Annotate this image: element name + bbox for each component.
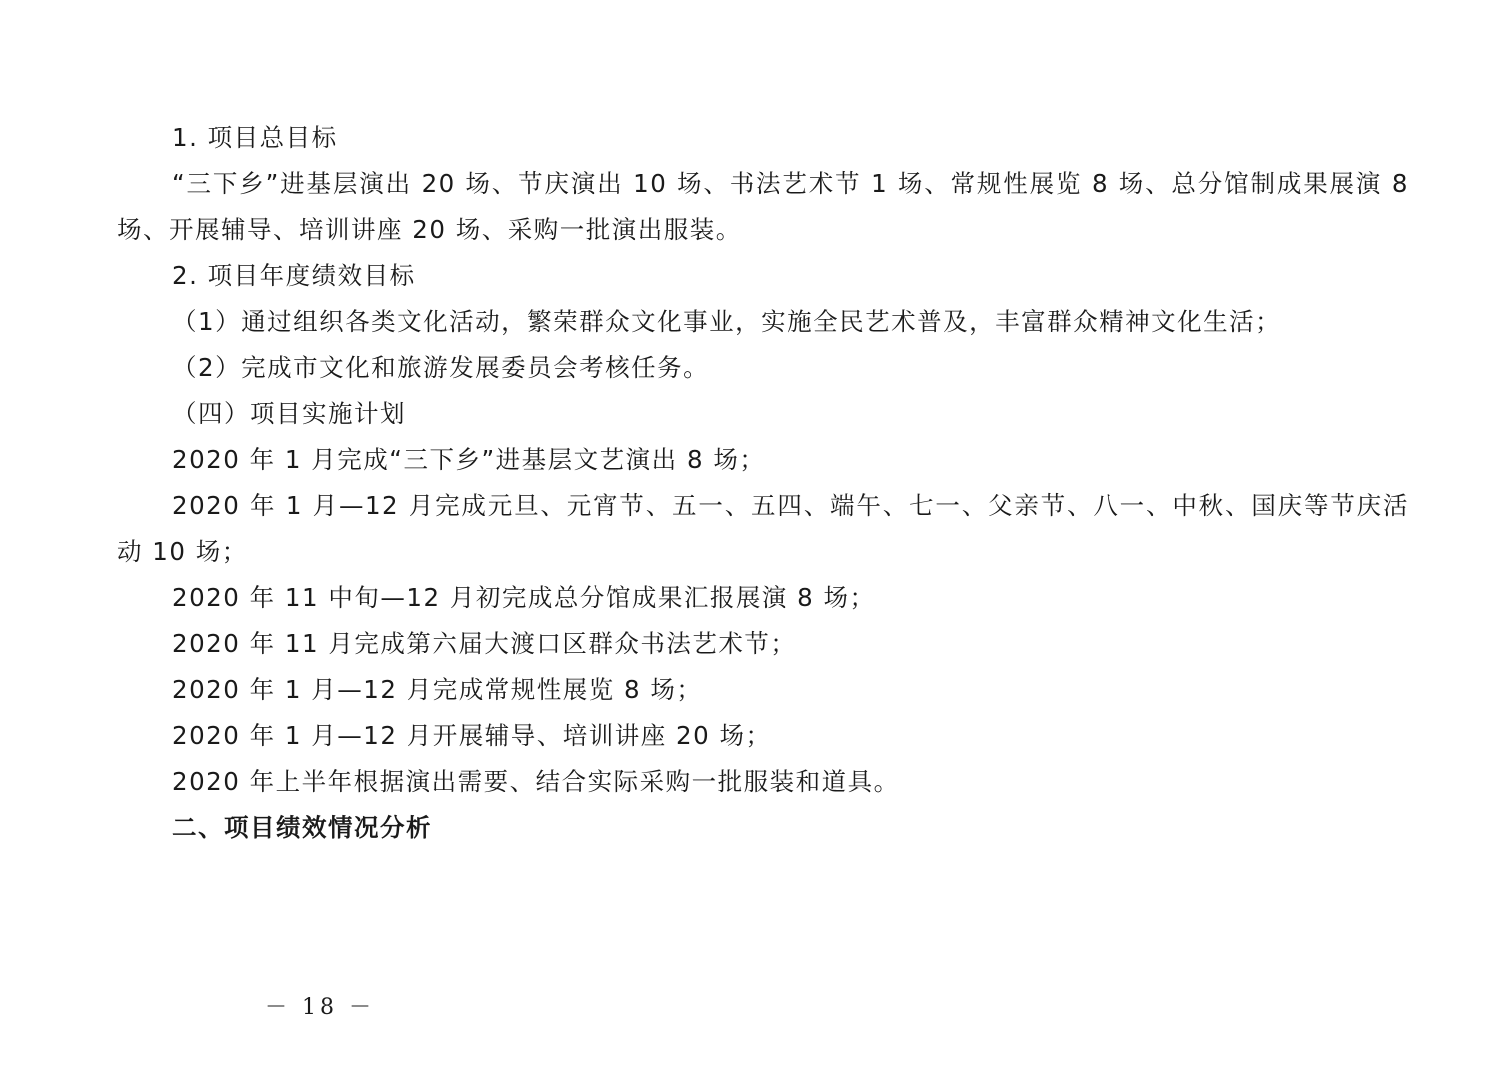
section-heading-performance-analysis: 二、项目绩效情况分析: [172, 813, 432, 842]
page-number: － 18 －: [265, 995, 375, 1020]
plan-item-5: 2020 年 1 月—12 月完成常规性展览 8 场；: [172, 675, 703, 704]
heading-implementation-plan: （四）项目实施计划: [172, 399, 406, 428]
plan-item-7: 2020 年上半年根据演出需要、结合实际采购一批服装和道具。: [172, 767, 900, 796]
heading-overall-goal: 1. 项目总目标: [172, 123, 338, 152]
list-item-goal-2: （2）完成市文化和旅游发展委员会考核任务。: [172, 353, 710, 382]
list-item-goal-1: （1）通过组织各类文化活动，繁荣群众文化事业，实施全民艺术普及，丰富群众精神文化生活；: [172, 307, 1282, 336]
plan-item-4: 2020 年 11 月完成第六届大渡口区群众书法艺术节；: [172, 629, 797, 658]
plan-item-1: 2020 年 1 月完成“三下乡”进基层文艺演出 8 场；: [172, 445, 766, 474]
document-body: [117, 115, 1409, 851]
heading-annual-goal: 2. 项目年度绩效目标: [172, 261, 416, 290]
paragraph-overall-goal: “三下乡”进基层演出 20 场、节庆演出 10 场、书法艺术节 1 场、常规性展览 8 场、总分馆制成果展演 8 场、开展辅导、培训讲座 20 场、采购一批演出服装。: [117, 169, 1409, 244]
plan-item-3: 2020 年 11 中旬—12 月初完成总分馆成果汇报展演 8 场；: [172, 583, 876, 612]
plan-item-6: 2020 年 1 月—12 月开展辅导、培训讲座 20 场；: [172, 721, 772, 750]
plan-item-2: 2020 年 1 月—12 月完成元旦、元宵节、五一、五四、端午、七一、父亲节、八一、中秋、国庆等节庆活动 10 场；: [117, 491, 1409, 566]
